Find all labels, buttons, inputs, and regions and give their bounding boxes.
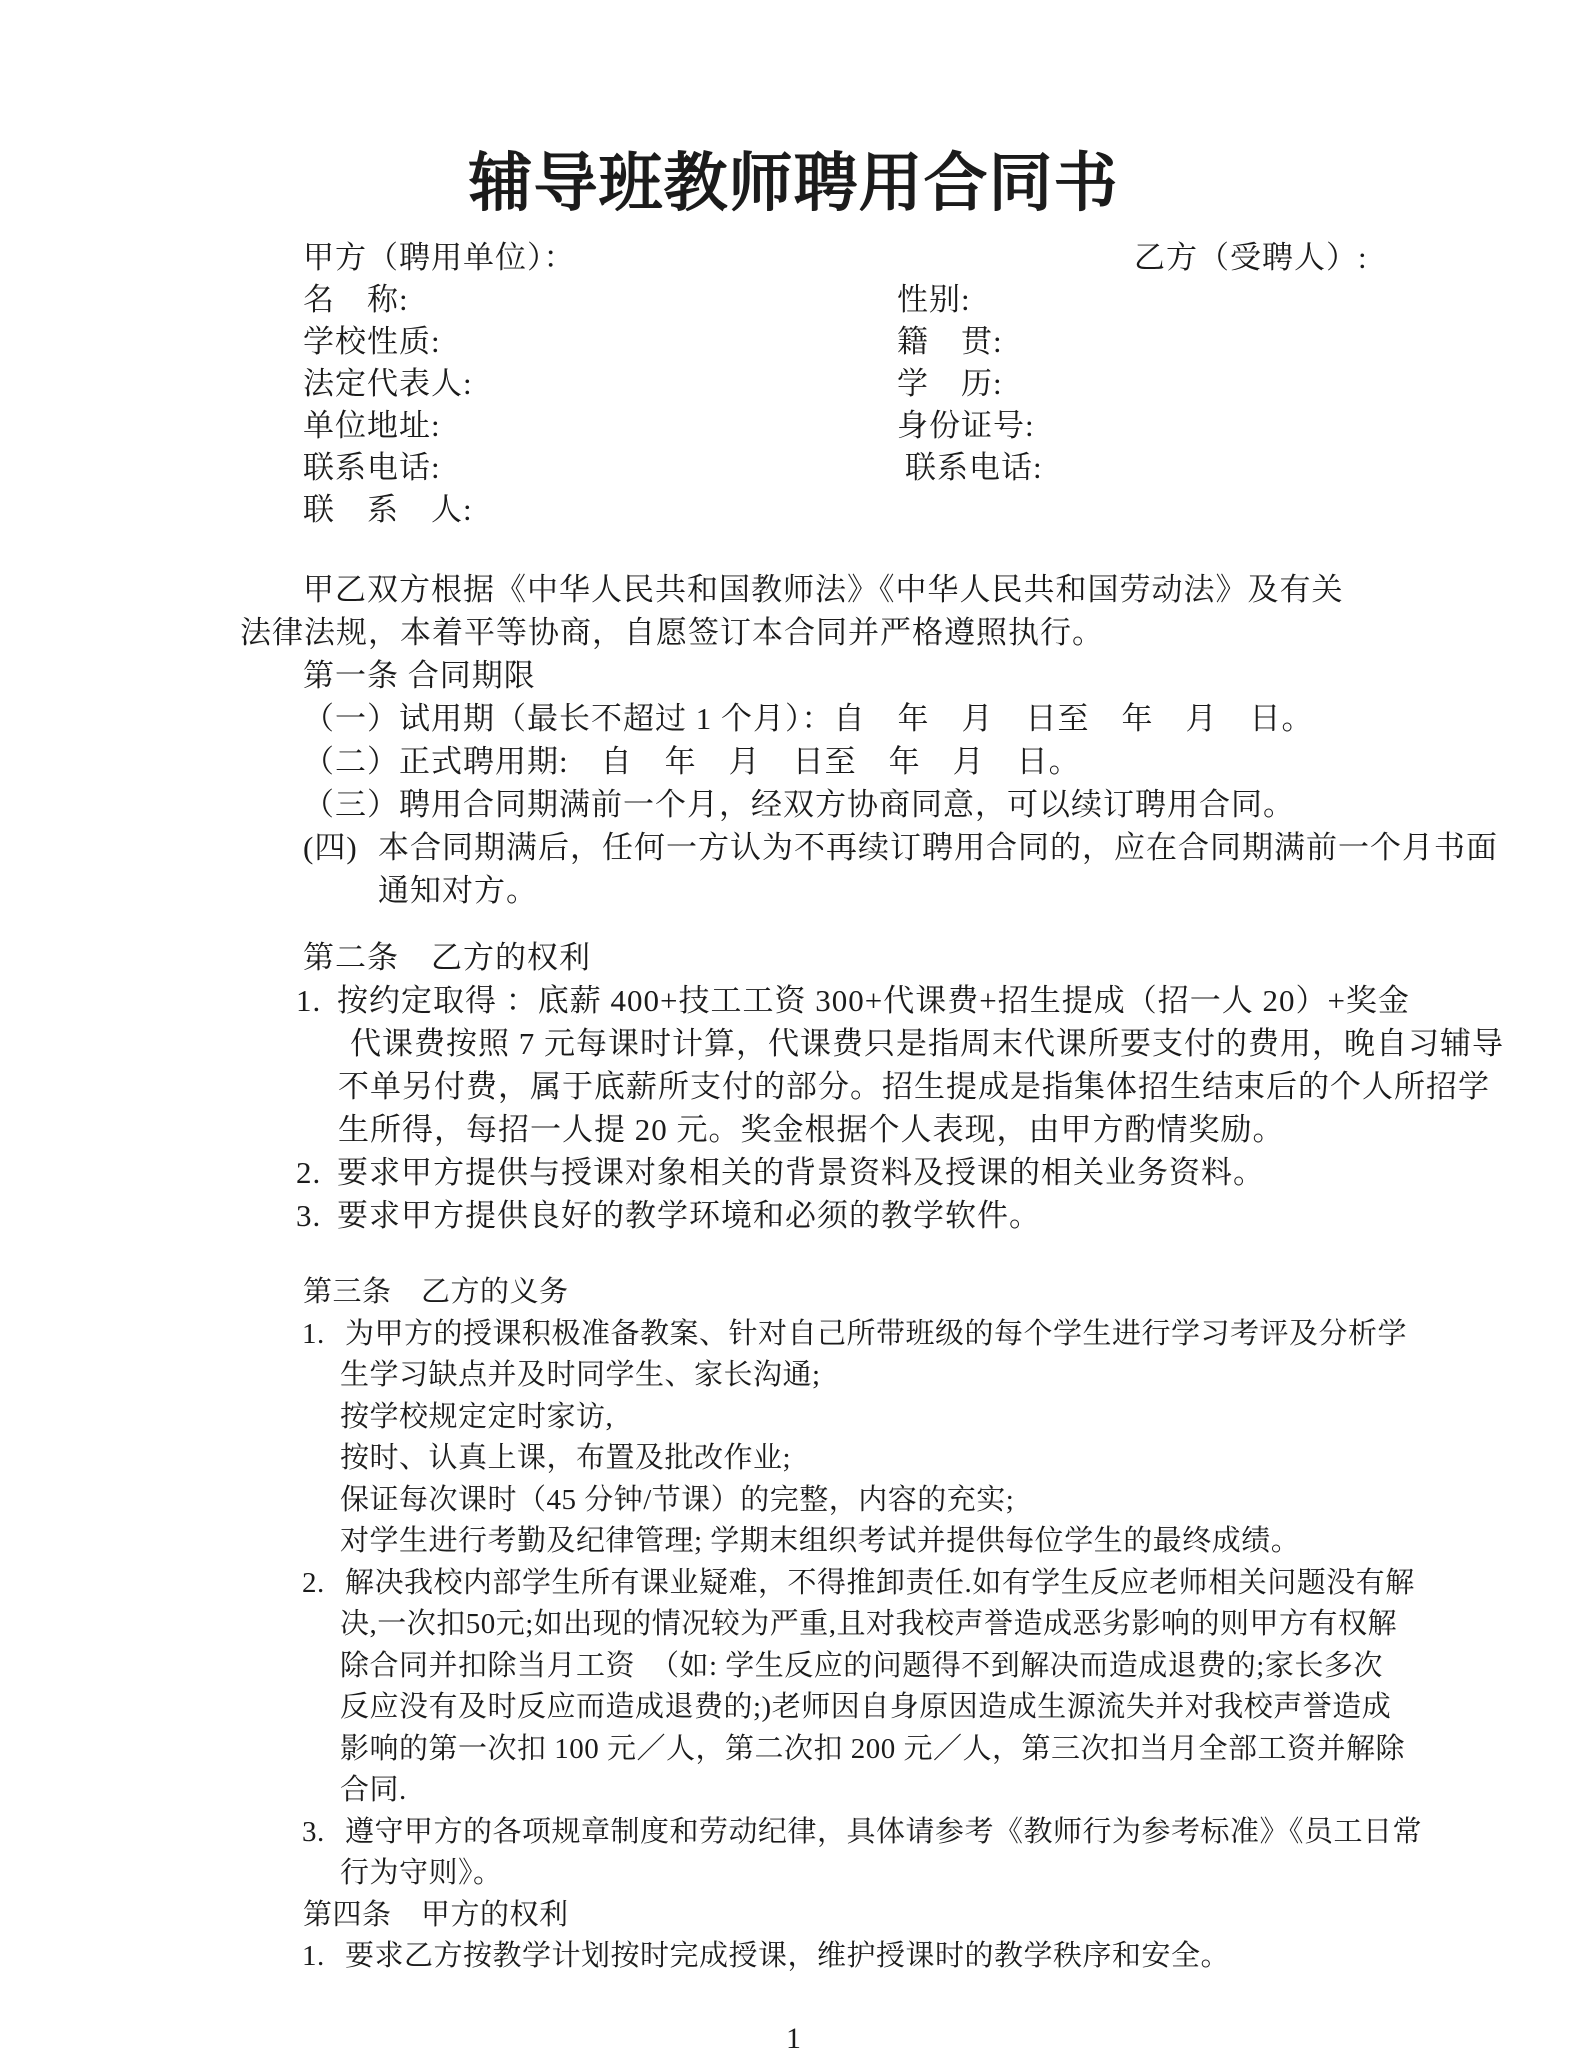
item-text: 要求甲方提供良好的教学环境和必须的教学软件。: [337, 1198, 1041, 1233]
item-text: 要求甲方提供与授课对象相关的背景资料及授课的相关业务资料。: [337, 1155, 1265, 1190]
clause-1-item: （一）试用期（最长不超过 1 个月）：自 年 月 日至 年 月 日。: [303, 701, 1314, 736]
clause-3-heading: 第三条 乙方的义务: [303, 1276, 569, 1308]
item-number: (四): [303, 830, 358, 865]
clause-2-item: [240, 1151, 1358, 1194]
field-label-legal-representative: 法定代表人:: [303, 366, 473, 401]
field-label-native-place: 籍 贯:: [897, 324, 1003, 359]
field-label-education: 学 历:: [897, 366, 1003, 401]
field-row: [0, 489, 1587, 531]
document-title: 辅导班教师聘用合同书: [468, 148, 1119, 219]
field-label-contact-person: 联 系 人:: [303, 492, 473, 527]
clause-continuation: 通知对方。: [378, 873, 538, 908]
contract-body-lower: [240, 1272, 1423, 1978]
party-info-section: [0, 237, 1587, 531]
field-row: [0, 321, 1587, 363]
clause-2-heading: 第二条 乙方的权利: [303, 940, 591, 975]
clause-1-item: [240, 826, 1498, 869]
preamble-line: 甲乙双方根据《中华人民共和国教师法》《中华人民共和国劳动法》及有关: [303, 572, 1344, 607]
field-row: [0, 279, 1587, 321]
clause-3-item: [240, 1563, 1415, 1605]
clause-2-item: [240, 979, 1410, 1022]
clause-continuation: 保证每次课时（45 分钟/节课）的完整，内容的充实;: [340, 1483, 1015, 1516]
contract-body-upper: [240, 568, 1504, 1237]
clause-2-item: [240, 1194, 1358, 1237]
item-number: 3.: [302, 1815, 325, 1848]
field-label-name: 名 称:: [303, 282, 409, 317]
item-number: 1.: [302, 1317, 325, 1350]
clause-4-heading: 第四条 甲方的权利: [303, 1898, 569, 1931]
field-label-unit-address: 单位地址:: [303, 408, 441, 443]
field-label-phone-a: 联系电话:: [303, 450, 441, 485]
clause-1-item: （二）正式聘用期: 自 年 月 日至 年 月 日。: [303, 744, 1081, 779]
party-b-label: 乙方（受聘人）:: [1134, 240, 1368, 275]
party-header-row: [0, 237, 1587, 279]
field-label-id-number: 身份证号:: [897, 408, 1035, 443]
clause-continuation: 决,一次扣50元;如出现的情况较为严重,且对我校声誉造成恶劣影响的则甲方有权解: [340, 1608, 1398, 1640]
page-number: 1: [786, 2022, 801, 2055]
field-row: [0, 405, 1587, 447]
clause-1-item: （三）聘用合同期满前一个月，经双方协商同意，可以续订聘用合同。: [303, 787, 1295, 822]
item-text: 为甲方的授课积极准备教案、针对自己所带班级的每个学生进行学习考评及分析学: [345, 1317, 1408, 1350]
clause-continuation: 影响的第一次扣 100 元／人，第二次扣 200 元／人，第三次扣当月全部工资并解除: [340, 1732, 1406, 1765]
item-text: 解决我校内部学生所有课业疑难，不得推卸责任.如有学生反应老师相关问题没有解: [345, 1566, 1415, 1599]
field-label-school-type: 学校性质:: [303, 324, 441, 359]
clause-continuation: 按时、认真上课，布置及批改作业;: [340, 1442, 792, 1474]
field-row: [0, 363, 1587, 405]
clause-3-item: [240, 1812, 1423, 1854]
item-text: 要求乙方按教学计划按时完成授课，维护授课时的教学秩序和安全。: [345, 1940, 1231, 1972]
item-text: 按约定取得 ：底薪 400+技工工资 300+代课费+招生提成（招一人 20）+奖金: [337, 983, 1410, 1018]
clause-continuation: 行为守则》。: [340, 1857, 503, 1889]
clause-continuation: 对学生进行考勤及纪律管理; 学期末组织考试并提供每位学生的最终成绩。: [340, 1525, 1301, 1557]
clause-continuation: 生学习缺点并及时同学生、家长沟通;: [340, 1359, 821, 1391]
field-row: [0, 447, 1587, 489]
clause-continuation: 除合同并扣除当月工资 （如: 学生反应的问题得不到解决而造成退费的;家长多次: [340, 1649, 1383, 1682]
field-label-gender: 性别:: [897, 282, 971, 317]
preamble-line: 法律法规，本着平等协商，自愿签订本合同并严格遵照执行。: [240, 615, 1104, 650]
item-number: 3.: [296, 1198, 322, 1233]
clause-continuation: 反应没有及时反应而造成退费的;)老师因自身原因造成生源流失并对我校声誉造成: [340, 1691, 1392, 1723]
clause-continuation: 生所得，每招一人提 20 元。奖金根据个人表现，由甲方酌情奖励。: [338, 1112, 1285, 1147]
item-number: 2.: [302, 1566, 325, 1599]
item-text: 遵守甲方的各项规章制度和劳动纪律，具体请参考《教师行为参考标准》《员工日常: [345, 1815, 1423, 1848]
item-text: 本合同期满后，任何一方认为不再续订聘用合同的，应在合同期满前一个月书面: [378, 830, 1498, 865]
clause-4-item: [240, 1936, 1358, 1978]
party-a-label: 甲方（聘用单位）：: [303, 240, 576, 275]
clause-continuation: 代课费按照 7 元每课时计算，代课费只是指周末代课所要支付的费用，晚自习辅导: [350, 1026, 1504, 1061]
item-number: 1.: [296, 983, 322, 1018]
clause-continuation: 合同.: [340, 1774, 407, 1806]
item-number: 2.: [296, 1155, 322, 1190]
field-label-phone-b: 联系电话:: [905, 450, 1043, 485]
item-number: 1.: [302, 1940, 325, 1972]
clause-continuation: 不单另付费，属于底薪所支付的部分。招生提成是指集体招生结束后的个人所招学: [338, 1069, 1490, 1104]
clause-1-heading: 第一条 合同期限: [303, 658, 536, 693]
clause-3-item: [240, 1314, 1408, 1356]
clause-continuation: 按学校规定定时家访,: [340, 1400, 614, 1433]
